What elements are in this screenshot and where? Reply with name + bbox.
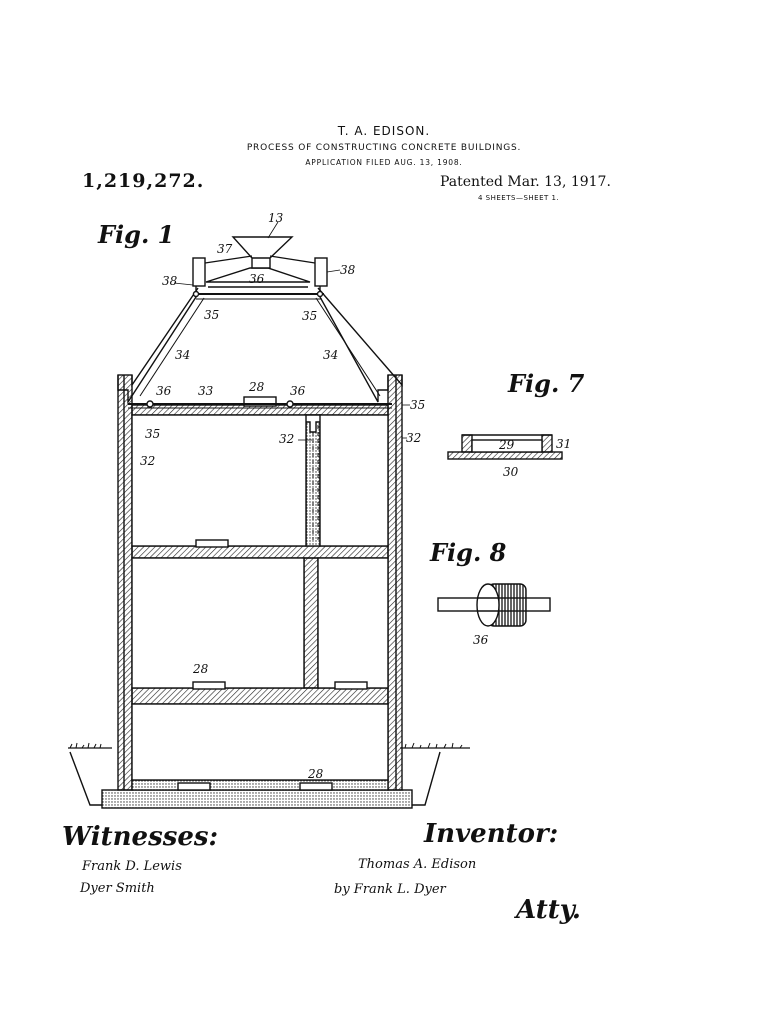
ref-13: 13 [268,211,284,225]
ref-28: 28 [193,662,209,676]
inventor-heading: Inventor: [424,819,559,849]
inventor-signature: Thomas A. Edison [358,857,477,872]
ref-30: 30 [503,465,519,479]
ref-28: 28 [249,380,265,394]
fig8-rod-detail [438,584,550,626]
ref-35: 35 [204,308,220,322]
ref-34: 34 [323,348,339,362]
application-filed: APPLICATION FILED AUG. 13, 1908. [305,158,463,167]
witness-signature-1: Frank D. Lewis [82,859,182,874]
witness-signature-2: Dyer Smith [80,881,155,896]
ref-29: 29 [499,438,515,452]
ref-35: 35 [302,309,318,323]
ref-35: 35 [145,427,161,441]
attorney-signature: by Frank L. Dyer [334,882,446,897]
fig1-label: Fig. 1 [98,220,175,249]
patent-number: 1,219,272. [82,170,205,192]
ref-36: 36 [249,272,265,286]
ref-33: 33 [198,384,214,398]
ref-36: 36 [290,384,306,398]
attorney-label: Atty. [516,895,581,925]
ref-28: 28 [308,767,324,781]
ref-35: 35 [410,398,426,412]
sheet-count: 4 SHEETS—SHEET 1. [478,194,560,202]
ref-32: 32 [406,431,422,445]
fig7-label: Fig. 7 [508,369,585,398]
witnesses-heading: Witnesses: [62,822,219,852]
ref-38: 38 [340,263,356,277]
ref-31: 31 [556,437,572,451]
ref-38: 38 [162,274,178,288]
ref-36: 36 [156,384,172,398]
ref-36: 36 [473,633,489,647]
ref-32: 32 [140,454,156,468]
fig8-label: Fig. 8 [430,538,507,567]
patent-date: Patented Mar. 13, 1917. [440,174,611,190]
ref-34: 34 [175,348,191,362]
ref-32: 32 [279,432,295,446]
ref-37: 37 [217,242,233,256]
patent-title: PROCESS OF CONSTRUCTING CONCRETE BUILDINGS. [246,143,522,153]
inventor-name: T. A. EDISON. [337,124,431,138]
fig1-building [68,222,470,808]
